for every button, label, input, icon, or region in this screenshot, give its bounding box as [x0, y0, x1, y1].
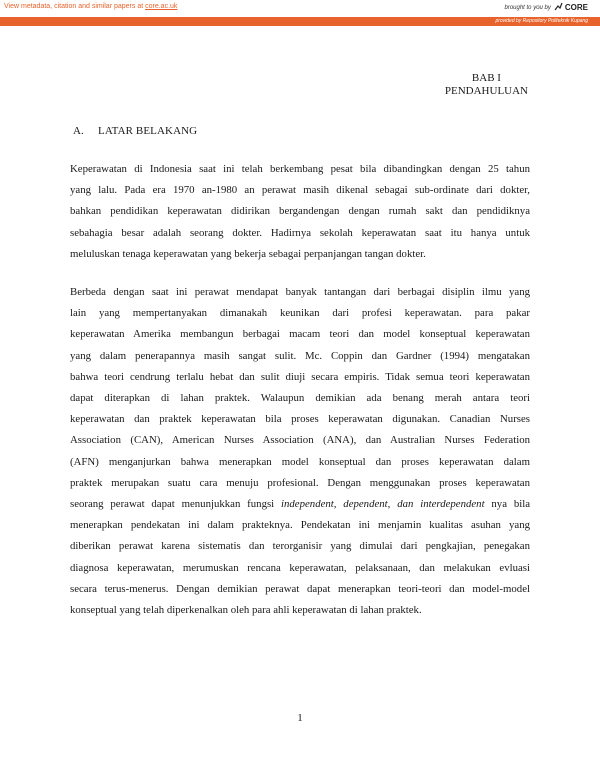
paragraph-line: sebahagia besar adalah seorang dokter. Hadirnya sekolah keperawatan saat itu hanya untuk — [70, 226, 530, 239]
section-title: LATAR BELAKANG — [98, 125, 198, 137]
core-metadata-link[interactable] — [4, 3, 177, 10]
core-link-prefix: View metadata, citation and similar papers at — [4, 3, 146, 10]
paragraph-2 — [70, 282, 530, 621]
section-heading — [73, 125, 197, 137]
paragraph-line: bahwa teori cendrung terlalu hebat dan sulit diuji secara empiris. Tidak semua teori keperawatan — [70, 370, 530, 383]
brought-by-core[interactable] — [505, 2, 589, 13]
core-logo-icon — [554, 2, 563, 13]
paragraph-line: dapat diterapkan di lahan praktek. Walaupun demikian ada benang merah antara teori — [70, 392, 530, 405]
page-number: 1 — [297, 712, 303, 724]
paragraph-line: keperawatan dan praktek keperawatan bila proses keperawatan digunakan. Canadian Nurses — [70, 413, 530, 426]
line-text: seorang perawat dapat menunjukkan fungsi — [70, 498, 282, 511]
chapter-heading — [445, 72, 528, 98]
paragraph-line: konseptual yang telah diperkenalkan oleh para ahli keperawatan di lahan praktek. — [70, 604, 422, 617]
core-brand-text: CORE — [564, 3, 588, 12]
paragraph-line: Association (CAN), American Nurses Association (ANA), dan Australian Nurses Federation — [70, 434, 530, 447]
italic-terms: independent, dependent, dan interdependent — [281, 498, 485, 511]
paragraph-line: diagnosa keperawatan, merumuskan rencana keperawatan, pelaksanaan, dan melakukan evluasi — [70, 561, 530, 574]
paragraph-line-italic-terms — [70, 494, 530, 515]
brought-by-label: brought to you by — [504, 4, 551, 11]
provided-by-strip — [0, 17, 600, 26]
paragraph-line: Keperawatan di Indonesia saat ini telah berkembang pesat bila dibandingkan dengan 25 tahun — [70, 163, 530, 175]
paragraph-line: keperawatan Amerika membangun berbagai macam teori dan model konseptual keperawatan — [70, 328, 530, 341]
paragraph-line: meluluskan tenaga keperawatan yang bekerja sebagai perpanjangan tangan dokter. — [70, 247, 426, 260]
chapter-title: PENDAHULUAN — [444, 85, 528, 97]
chapter-number: BAB I — [471, 72, 501, 84]
core-link[interactable]: core.ac.uk — [145, 3, 178, 10]
paragraph-line: yang dalam penerapannya masih sangat sulit. Mc. Coppin dan Gardner (1994) mengatakan — [70, 349, 530, 362]
paragraph-line: lain yang mempertanyakan dimanakah keunikan dari profesi keperawatan. para pakar — [70, 307, 530, 320]
paragraph-1 — [70, 159, 530, 265]
paragraph-line: diberikan perawat karena sistematis dan terorganisir yang dimulai dari pengkajian, penegakan — [70, 540, 530, 553]
paragraph-line: praktek merupakan suatu cara menuju profesional. Dengan menggunakan proses keperawatan — [70, 476, 530, 489]
section-letter: A. — [73, 125, 84, 137]
provided-by-text[interactable]: provided by Repository Politeknik Kupang — [495, 18, 588, 24]
paragraph-line: menerapkan pendekatan ini dalam prakteknya. Pendekatan ini menjamin kualitas asuhan yang — [70, 519, 530, 532]
core-logo[interactable] — [554, 2, 588, 13]
line-text: nya bila — [484, 498, 531, 511]
paragraph-line: Berbeda dengan saat ini perawat mendapat banyak tantangan dari berbagai disiplin ilmu yang — [70, 286, 530, 298]
paragraph-line: (AFN) menganjurkan bahwa menerapkan model konseptual dan proses keperawatan dalam — [70, 455, 530, 468]
paragraph-line: yang lalu. Pada era 1970 an-1980 an perawat masih dikenal sebagai sub-ordinate dari dokter, — [70, 184, 530, 197]
paragraph-line: secara terus-menerus. Dengan demikian perawat dapat menerapkan teori-teori dan model-model — [70, 582, 530, 595]
paragraph-line: bahkan pendidikan keperawatan didirikan bergandengan dengan rumah sakt dan pendidiknya — [70, 205, 530, 218]
